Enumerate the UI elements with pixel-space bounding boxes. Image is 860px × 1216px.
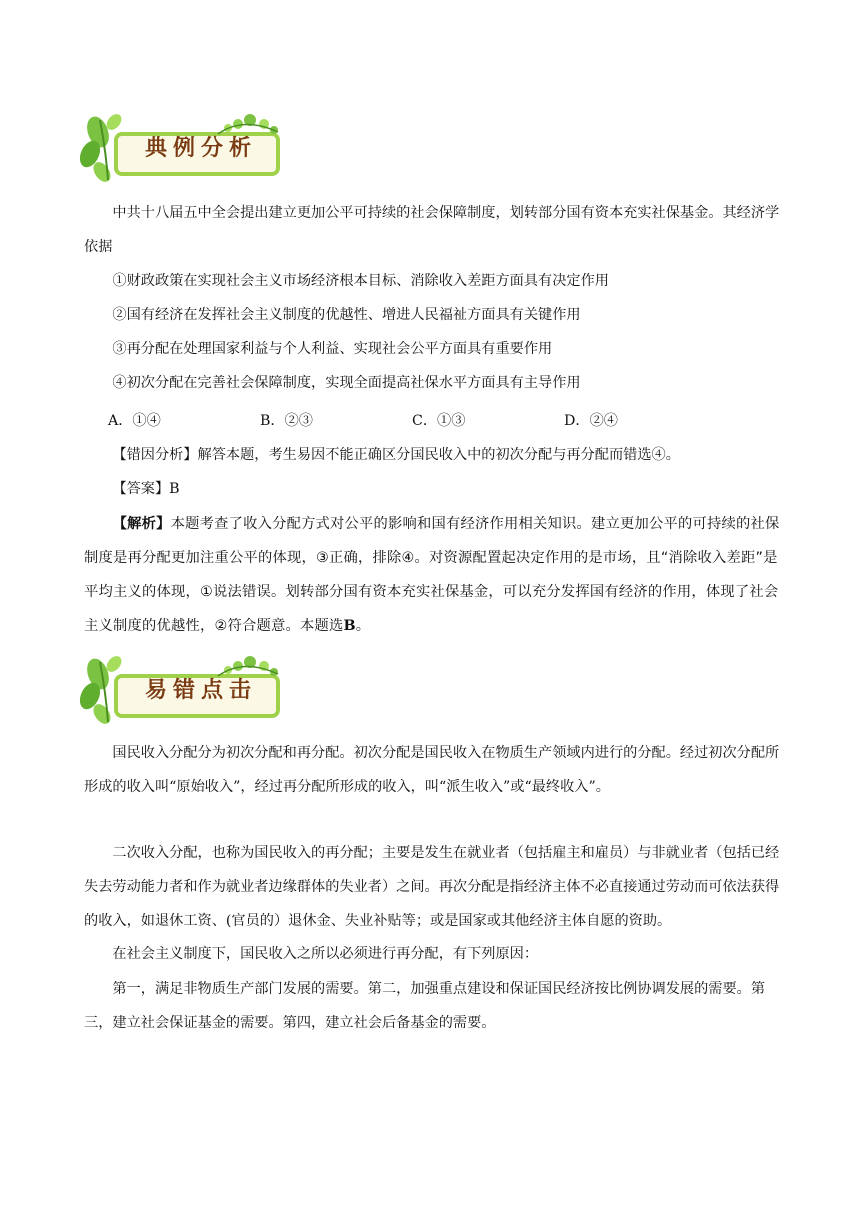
question-item: ③再分配在处理国家利益与个人利益、实现社会公平方面具有重要作用 <box>112 341 553 357</box>
error-analysis <box>84 438 784 472</box>
answer <box>84 472 784 506</box>
note-paragraph: 二次收入分配，也称为国民收入的再分配；主要是发生在就业者（包括雇主和雇员）与非就业者（包括已经失去劳动能力者和作为就业者边缘群体的失业者）之间。再次分配是指经济主体不必直接通过劳动而可依法获得的收入，如退休工资、(官员的）退休金、失业补贴等；或是国家或其他经济主体自愿的资助。 <box>84 845 780 929</box>
section-title: 典例分析 <box>144 136 257 161</box>
explanation-label: 【解析】 <box>112 516 171 532</box>
note-paragraph: 第一，满足非物质生产部门发展的需要。第二，加强重点建设和保证国民经济按比例协调发展的需要。第三，建立社会保证基金的需要。第四，建立社会后备基金的需要。 <box>84 981 766 1031</box>
explanation-text: 本题考查了收入分配方式对公平的影响和国有经济作用相关知识。建立更加公平的可持续的社保制度是再分配更加注重公平的体现，③正确，排除④。对资源配置起决定作用的是市场，且“消除收入差距”是平均主义的体现，①说法错误。划转部分国有资本充实社保基金，可以充分发挥国有经济的作用，体现了社会主义制度的优越性，②符合题意。本题选 <box>84 516 780 634</box>
section-banner-common-mistakes <box>78 654 283 726</box>
explanation-end: 。 <box>355 618 371 634</box>
explanation-choice: B <box>343 618 356 634</box>
option-c: C．①③ <box>412 413 466 429</box>
note-paragraph: 国民收入分配分为初次分配和再分配。初次分配是国民收入在物质生产领域内进行的分配。经过初次分配所形成的收入叫“原始收入”，经过再分配所形成的收入，叫“派生收入”或“最终收入”。 <box>84 745 780 795</box>
answer-value: B <box>169 481 180 497</box>
error-analysis-label: 【错因分析】 <box>112 447 198 463</box>
answer-label: 【答案】 <box>112 481 170 497</box>
section-banner-typical-examples <box>78 112 283 184</box>
error-analysis-text: 解答本题，考生易因不能正确区分国民收入中的初次分配与再分配而错选④。 <box>197 447 680 463</box>
question-item: ①财政政策在实现社会主义市场经济根本目标、消除收入差距方面具有决定作用 <box>112 273 609 289</box>
question-item: ④初次分配在完善社会保障制度，实现全面提高社保水平方面具有主导作用 <box>112 375 581 391</box>
note-paragraph: 在社会主义制度下，国民收入之所以必须进行再分配，有下列原因： <box>112 946 539 962</box>
answer-options <box>108 404 748 438</box>
question-item: ②国有经济在发挥社会主义制度的优越性、增进人民福祉方面具有关键作用 <box>112 307 581 323</box>
question-stem: 中共十八届五中全会提出建立更加公平可持续的社会保障制度，划转部分国有资本充实社保基金。其经济学依据 <box>84 205 780 255</box>
section-title: 易错点击 <box>144 678 257 703</box>
explanation <box>84 507 784 643</box>
option-d: D．②④ <box>564 413 618 429</box>
option-a: A．①④ <box>108 413 161 429</box>
option-b: B．②③ <box>260 413 313 429</box>
